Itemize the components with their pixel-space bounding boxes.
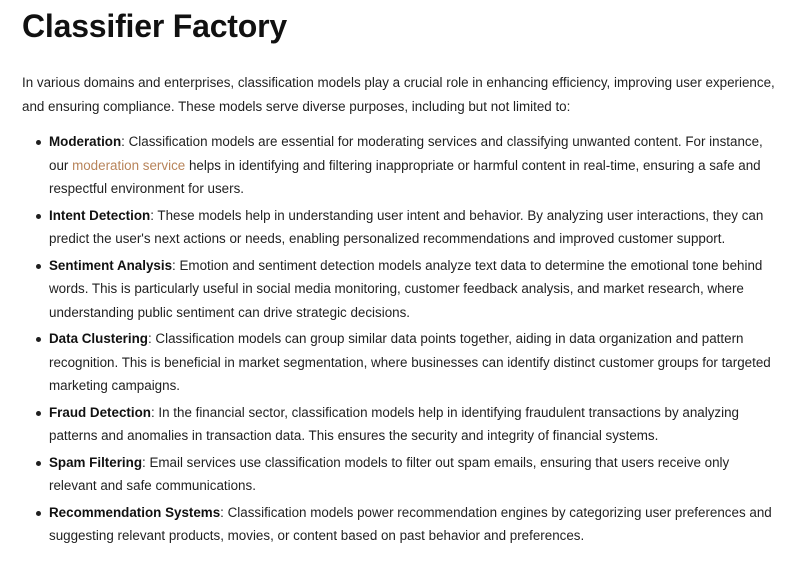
term-fraud-detection: Fraud Detection [49, 404, 151, 420]
term-separator: : [142, 454, 150, 470]
item-text: Email services use classification models to filter out spam emails, ensuring that users receive only relevant and safe communications. [49, 454, 730, 493]
term-data-clustering: Data Clustering [49, 331, 148, 346]
term-separator: : [172, 257, 180, 273]
bullet-dot [36, 337, 41, 342]
moderation-service-link[interactable]: moderation service [72, 157, 186, 173]
term-recommendation-systems: Recommendation Systems [49, 504, 221, 520]
term-spam-filtering: Spam Filtering [49, 454, 143, 470]
item-text: In the financial sector, classification models help in identifying fraudulent transactions by analyzing patterns and anomalies in transaction data. This ensures the security and integrity of financial systems. [49, 404, 739, 443]
bullet-dot [36, 140, 41, 145]
page-title: Classifier Factory [22, 8, 287, 44]
term-separator: : [220, 504, 228, 520]
list-item-fraud-detection [22, 401, 776, 448]
item-text: These models help in understanding user intent and behavior. By analyzing user interactions, they can predict the user's next actions or needs, enabling personalized recommendations and improved customer support. [49, 207, 764, 246]
bullet-dot [36, 411, 41, 416]
term-moderation: Moderation [49, 134, 122, 149]
bullet-dot [36, 214, 41, 219]
item-text: Emotion and sentiment detection models analyze text data to determine the emotional tone behind words. This is particularly useful in social media monitoring, customer feedback analysis, and market research, where understanding public sentiment can drive strategic decisions. [49, 257, 763, 320]
bullet-dot [36, 511, 41, 516]
bullet-dot [36, 264, 41, 269]
term-separator: : [150, 404, 159, 420]
use-case-list [22, 130, 776, 548]
item-text: Classification models power recommendation engines by categorizing user preferences and suggesting relevant products, movies, or content based on past behavior and preferences. [49, 504, 772, 543]
list-item-sentiment-analysis [22, 254, 776, 325]
item-text: Classification models can group similar data points together, aiding in data organization and pattern recognition. This is beneficial in market segmentation, where businesses can identify distinct customer groups for targeted marketing campaigns. [49, 331, 771, 393]
term-intent-detection: Intent Detection [49, 207, 151, 223]
term-separator: : [150, 207, 158, 223]
list-item-spam-filtering [22, 451, 776, 498]
term-sentiment-analysis: Sentiment Analysis [49, 257, 173, 273]
list-item-recommendation-systems [22, 501, 776, 548]
term-separator: : [121, 134, 129, 149]
intro-paragraph: In various domains and enterprises, classification models play a crucial role in enhancing efficiency, improving user experience, and ensuring compliance. These models serve diverse purposes, including but not limited to: [22, 75, 775, 114]
item-text: Classification models are essential for moderating services and classifying unwanted content. For instance, our [49, 134, 763, 173]
list-item-intent-detection [22, 204, 776, 251]
term-separator: : [147, 331, 156, 346]
list-item-moderation [22, 130, 776, 201]
item-text: helps in identifying and filtering inappropriate or harmful content in real-time, ensuring a safe and respectful environment for users. [49, 157, 761, 196]
list-item-data-clustering [22, 327, 776, 398]
bullet-dot [36, 461, 41, 466]
